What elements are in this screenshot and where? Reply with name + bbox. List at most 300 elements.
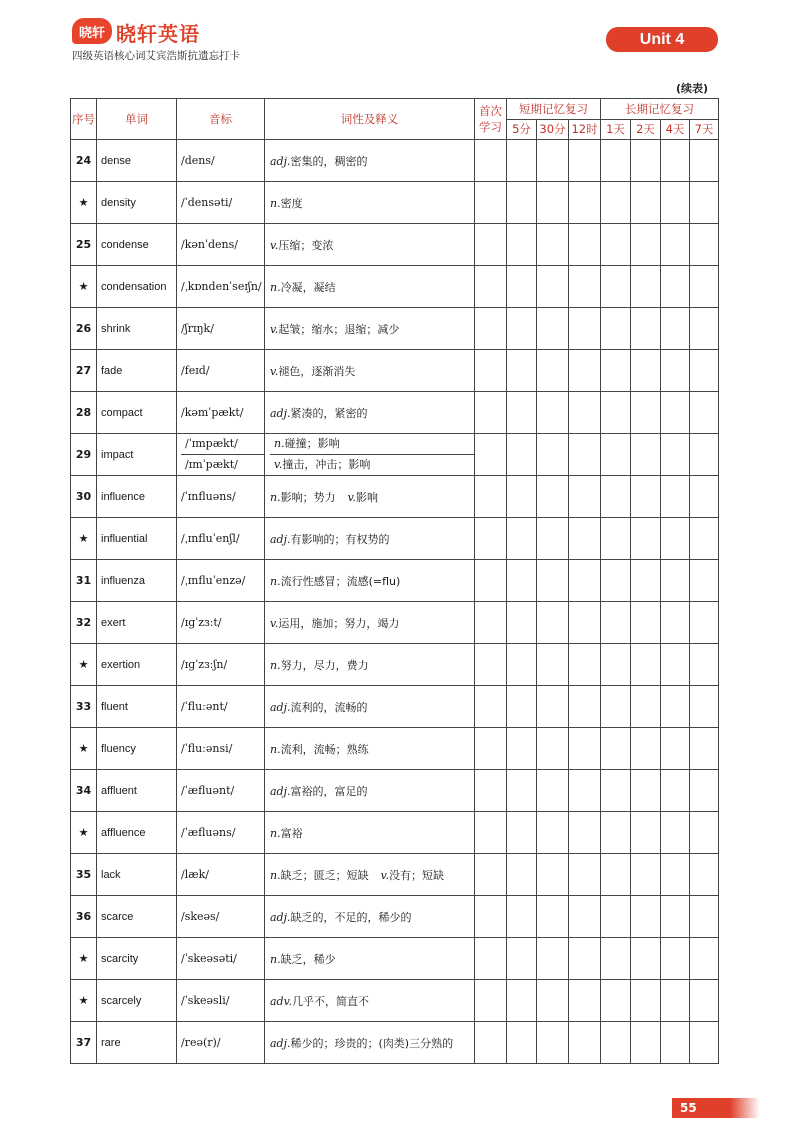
table-row [71,938,719,980]
review-checkbox-cell[interactable] [690,392,719,434]
row-index: 32 [71,602,97,644]
header-word: 单词 [97,99,177,140]
review-checkbox-cell[interactable] [537,140,569,182]
review-checkbox-cell[interactable] [601,854,631,896]
review-checkbox-cell[interactable] [661,854,690,896]
vocabulary-table [70,98,719,1064]
row-phonetic: /reə(r)/ [177,1022,265,1064]
pos-label: adj. [270,154,291,168]
row-phonetic: /ˈdensəti/ [177,182,265,224]
review-checkbox-cell[interactable] [690,476,719,518]
review-checkbox-cell[interactable] [537,308,569,350]
review-checkbox-cell[interactable] [569,266,601,308]
review-checkbox-cell[interactable] [690,770,719,812]
review-checkbox-cell[interactable] [475,644,507,686]
row-index: ★ [71,812,97,854]
row-phonetic: /ˌɪnfluˈenzə/ [177,560,265,602]
review-checkbox-cell[interactable] [661,728,690,770]
review-checkbox-cell[interactable] [601,644,631,686]
review-checkbox-cell[interactable] [507,392,537,434]
row-index: 37 [71,1022,97,1064]
review-checkbox-cell[interactable] [661,812,690,854]
row-word: fluency [97,728,177,770]
definition-text: 几乎不，简直不 [292,994,370,1008]
review-checkbox-cell[interactable] [475,812,507,854]
header-30min: 30分 [537,119,569,140]
review-checkbox-cell[interactable] [569,350,601,392]
row-definition [265,602,475,644]
review-checkbox-cell[interactable] [601,896,631,938]
definition-text: 影响 [356,490,378,504]
row-definition [265,728,475,770]
review-checkbox-cell[interactable] [631,140,661,182]
row-definition [265,518,475,560]
review-checkbox-cell[interactable] [537,938,569,980]
review-checkbox-cell[interactable] [537,770,569,812]
row-word: impact [97,434,177,476]
review-checkbox-cell[interactable] [601,140,631,182]
review-checkbox-cell[interactable] [537,392,569,434]
review-checkbox-cell[interactable] [537,350,569,392]
review-checkbox-cell[interactable] [601,308,631,350]
review-checkbox-cell[interactable] [661,224,690,266]
review-checkbox-cell[interactable] [601,602,631,644]
row-word: influenza [97,560,177,602]
review-checkbox-cell[interactable] [661,560,690,602]
review-checkbox-cell[interactable] [569,812,601,854]
review-checkbox-cell[interactable] [475,518,507,560]
review-checkbox-cell[interactable] [601,476,631,518]
review-checkbox-cell[interactable] [631,182,661,224]
review-checkbox-cell[interactable] [690,560,719,602]
review-checkbox-cell[interactable] [537,434,569,476]
review-checkbox-cell[interactable] [631,476,661,518]
review-checkbox-cell[interactable] [690,308,719,350]
row-index: 29 [71,434,97,476]
pos-label: n. [270,574,281,588]
review-checkbox-cell[interactable] [601,392,631,434]
review-checkbox-cell[interactable] [601,812,631,854]
row-phonetic: /ˈfluːənsi/ [177,728,265,770]
header-1day: 1天 [601,119,631,140]
pos-label: adj. [270,406,291,420]
definition-text: 努力，尽力，费力 [280,658,369,672]
review-checkbox-cell[interactable] [507,812,537,854]
review-checkbox-cell[interactable] [661,182,690,224]
review-checkbox-cell[interactable] [690,350,719,392]
review-checkbox-cell[interactable] [690,434,719,476]
table-row [71,434,719,476]
review-checkbox-cell[interactable] [475,770,507,812]
review-checkbox-cell[interactable] [601,224,631,266]
row-word: fluent [97,686,177,728]
row-definition [265,770,475,812]
review-checkbox-cell[interactable] [507,224,537,266]
pos-label: n. [270,826,281,840]
review-checkbox-cell[interactable] [690,140,719,182]
review-checkbox-cell[interactable] [569,392,601,434]
review-checkbox-cell[interactable] [690,728,719,770]
review-checkbox-cell[interactable] [475,476,507,518]
review-checkbox-cell[interactable] [661,686,690,728]
definition-text: 冷凝，凝结 [280,280,336,294]
review-checkbox-cell[interactable] [690,518,719,560]
review-checkbox-cell[interactable] [507,476,537,518]
table-row [71,644,719,686]
review-checkbox-cell[interactable] [690,266,719,308]
review-checkbox-cell[interactable] [507,350,537,392]
table-row [71,518,719,560]
book-subtitle: 四级英语核心词艾宾浩斯抗遗忘打卡 [72,50,240,62]
row-phonetic: /ˌɪnfluˈenʃl/ [177,518,265,560]
review-checkbox-cell[interactable] [690,182,719,224]
pos-label: v. [270,616,279,630]
row-index: ★ [71,518,97,560]
table-row [71,140,719,182]
review-checkbox-cell[interactable] [507,854,537,896]
review-checkbox-cell[interactable] [537,602,569,644]
definition-text: 流行性感冒；流感(=flu) [280,574,401,588]
row-index: 26 [71,308,97,350]
review-checkbox-cell[interactable] [690,938,719,980]
review-checkbox-cell[interactable] [507,602,537,644]
row-phonetic: /kənˈdens/ [177,224,265,266]
review-checkbox-cell[interactable] [569,644,601,686]
review-checkbox-cell[interactable] [601,518,631,560]
review-checkbox-cell[interactable] [631,980,661,1022]
pos-label: adj. [270,784,291,798]
review-checkbox-cell[interactable] [475,182,507,224]
definition-text: 紧凑的，紧密的 [290,406,368,420]
review-checkbox-cell[interactable] [537,224,569,266]
table-row [71,896,719,938]
review-checkbox-cell[interactable] [631,896,661,938]
review-checkbox-cell[interactable] [631,854,661,896]
review-checkbox-cell[interactable] [690,854,719,896]
row-index: 35 [71,854,97,896]
header-4day: 4天 [661,119,690,140]
review-checkbox-cell[interactable] [690,1022,719,1064]
row-phonetic: /ˈskeəsli/ [177,980,265,1022]
pos-label: adj. [270,1036,291,1050]
review-checkbox-cell[interactable] [537,854,569,896]
review-checkbox-cell[interactable] [601,728,631,770]
row-word: scarcity [97,938,177,980]
row-word: affluent [97,770,177,812]
review-checkbox-cell[interactable] [569,770,601,812]
phonetic-2: /ɪmˈpækt/ [185,458,238,471]
row-index: ★ [71,182,97,224]
review-checkbox-cell[interactable] [475,854,507,896]
review-checkbox-cell[interactable] [475,602,507,644]
table-row [71,308,719,350]
table-row [71,686,719,728]
review-checkbox-cell[interactable] [661,434,690,476]
row-phonetic: /skeəs/ [177,896,265,938]
review-checkbox-cell[interactable] [661,476,690,518]
pos-label: n. [274,437,285,450]
row-phonetic: /ˈæfluənt/ [177,770,265,812]
review-checkbox-cell[interactable] [475,560,507,602]
review-checkbox-cell[interactable] [569,896,601,938]
review-checkbox-cell[interactable] [661,896,690,938]
review-checkbox-cell[interactable] [601,938,631,980]
review-checkbox-cell[interactable] [569,1022,601,1064]
row-word: scarcely [97,980,177,1022]
review-checkbox-cell[interactable] [631,1022,661,1064]
definition-text: 起皱；缩水；退缩；减少 [278,322,400,336]
row-word: influence [97,476,177,518]
review-checkbox-cell[interactable] [690,686,719,728]
review-checkbox-cell[interactable] [507,434,537,476]
row-word: scarce [97,896,177,938]
review-checkbox-cell[interactable] [475,392,507,434]
review-checkbox-cell[interactable] [507,938,537,980]
review-checkbox-cell[interactable] [690,812,719,854]
unit-badge: Unit 4 [606,27,718,52]
review-checkbox-cell[interactable] [661,266,690,308]
review-checkbox-cell[interactable] [661,770,690,812]
review-checkbox-cell[interactable] [661,308,690,350]
review-checkbox-cell[interactable] [601,980,631,1022]
review-checkbox-cell[interactable] [661,1022,690,1064]
definition-text: 碰撞；影响 [284,437,340,450]
review-checkbox-cell[interactable] [475,896,507,938]
review-checkbox-cell[interactable] [661,980,690,1022]
table-row [71,854,719,896]
review-checkbox-cell[interactable] [507,980,537,1022]
review-checkbox-cell[interactable] [507,560,537,602]
row-phonetic: /ˈfluːənt/ [177,686,265,728]
continued-label: (续表) [676,82,709,95]
row-index: ★ [71,266,97,308]
review-checkbox-cell[interactable] [569,560,601,602]
review-checkbox-cell[interactable] [601,434,631,476]
review-checkbox-cell[interactable] [661,140,690,182]
review-checkbox-cell[interactable] [475,140,507,182]
review-checkbox-cell[interactable] [569,854,601,896]
row-word: affluence [97,812,177,854]
header-7day: 7天 [690,119,719,140]
review-checkbox-cell[interactable] [661,644,690,686]
row-index: ★ [71,644,97,686]
pos-label: adj. [270,532,291,546]
review-checkbox-cell[interactable] [631,938,661,980]
review-checkbox-cell[interactable] [507,182,537,224]
review-checkbox-cell[interactable] [537,560,569,602]
review-checkbox-cell[interactable] [507,770,537,812]
header-12h: 12时 [569,119,601,140]
brand-logo-icon: 晓轩 [72,18,112,44]
definition-text: 压缩；变浓 [278,238,334,252]
pos-label: n. [270,280,281,294]
row-phonetic: /dens/ [177,140,265,182]
row-phonetic: /ˌkɒndenˈseɪʃn/ [177,266,265,308]
pos-label: n. [270,742,281,756]
review-checkbox-cell[interactable] [475,224,507,266]
pos-label: v. [380,868,389,882]
pos-label: n. [270,196,281,210]
review-checkbox-cell[interactable] [569,686,601,728]
review-checkbox-cell[interactable] [631,644,661,686]
row-definition [265,854,475,896]
review-checkbox-cell[interactable] [631,434,661,476]
review-checkbox-cell[interactable] [507,518,537,560]
review-checkbox-cell[interactable] [601,266,631,308]
row-word: fade [97,350,177,392]
review-checkbox-cell[interactable] [537,980,569,1022]
row-definition [265,938,475,980]
review-checkbox-cell[interactable] [475,350,507,392]
review-checkbox-cell[interactable] [569,476,601,518]
review-checkbox-cell[interactable] [661,938,690,980]
review-checkbox-cell[interactable] [631,350,661,392]
review-checkbox-cell[interactable] [569,602,601,644]
review-checkbox-cell[interactable] [475,434,507,476]
review-checkbox-cell[interactable] [475,1022,507,1064]
review-checkbox-cell[interactable] [601,350,631,392]
table-row [71,980,719,1022]
review-checkbox-cell[interactable] [631,602,661,644]
review-checkbox-cell[interactable] [475,308,507,350]
row-index: 30 [71,476,97,518]
row-definition [265,392,475,434]
header-short-term: 短期记忆复习 [507,99,601,120]
review-checkbox-cell[interactable] [631,686,661,728]
table-row [71,224,719,266]
review-checkbox-cell[interactable] [507,140,537,182]
brand-name: 晓轩英语 [116,22,200,46]
review-checkbox-cell[interactable] [507,266,537,308]
row-phonetic: /feɪd/ [177,350,265,392]
table-row [71,812,719,854]
table-row [71,770,719,812]
page-number: 55 [672,1098,730,1118]
definition-text: 富裕的，富足的 [290,784,368,798]
row-index: 24 [71,140,97,182]
table-row [71,560,719,602]
review-checkbox-cell[interactable] [569,938,601,980]
row-word: compact [97,392,177,434]
review-checkbox-cell[interactable] [507,644,537,686]
pos-label: v. [270,364,279,378]
row-index: 36 [71,896,97,938]
header-phonetic: 音标 [177,99,265,140]
definition-text: 有影响的；有权势的 [290,532,390,546]
review-checkbox-cell[interactable] [569,224,601,266]
review-checkbox-cell[interactable] [537,476,569,518]
row-definition [265,644,475,686]
definition-text: 撞击，冲击；影响 [282,458,371,471]
review-checkbox-cell[interactable] [601,560,631,602]
review-checkbox-cell[interactable] [661,350,690,392]
review-checkbox-cell[interactable] [631,728,661,770]
review-checkbox-cell[interactable] [475,938,507,980]
pos-label: n. [270,490,281,504]
pos-label: adv. [270,994,293,1008]
review-checkbox-cell[interactable] [631,812,661,854]
row-word: condense [97,224,177,266]
review-checkbox-cell[interactable] [475,266,507,308]
review-checkbox-cell[interactable] [661,602,690,644]
review-checkbox-cell[interactable] [631,224,661,266]
definition-text: 稀少的；珍贵的；(肉类)三分熟的 [290,1036,454,1050]
row-word: density [97,182,177,224]
review-checkbox-cell[interactable] [569,434,601,476]
row-index: 28 [71,392,97,434]
header-5min: 5分 [507,119,537,140]
review-checkbox-cell[interactable] [475,728,507,770]
definition-text: 富裕 [280,826,303,840]
review-checkbox-cell[interactable] [601,770,631,812]
review-checkbox-cell[interactable] [569,308,601,350]
row-phonetic: /ɪɡˈzɜːt/ [177,602,265,644]
phonetic-1: /ˈɪmpækt/ [181,434,264,455]
review-checkbox-cell[interactable] [537,896,569,938]
review-checkbox-cell[interactable] [507,896,537,938]
table-row [71,266,719,308]
review-checkbox-cell[interactable] [661,392,690,434]
row-definition [265,350,475,392]
review-checkbox-cell[interactable] [537,266,569,308]
pos-label: v. [270,238,279,252]
review-checkbox-cell[interactable] [537,644,569,686]
row-definition [265,140,475,182]
review-checkbox-cell[interactable] [537,728,569,770]
pos-label: n. [270,658,281,672]
review-checkbox-cell[interactable] [475,686,507,728]
review-checkbox-cell[interactable] [661,518,690,560]
review-checkbox-cell[interactable] [690,896,719,938]
review-checkbox-cell[interactable] [569,182,601,224]
review-checkbox-cell[interactable] [690,980,719,1022]
row-word: exert [97,602,177,644]
definition-text: 没有；短缺 [389,868,444,882]
review-checkbox-cell[interactable] [507,686,537,728]
review-checkbox-cell[interactable] [569,728,601,770]
review-checkbox-cell[interactable] [475,980,507,1022]
review-checkbox-cell[interactable] [631,518,661,560]
review-checkbox-cell[interactable] [631,770,661,812]
review-checkbox-cell[interactable] [537,182,569,224]
review-checkbox-cell[interactable] [537,812,569,854]
definition-text: 缺乏，稀少 [280,952,336,966]
review-checkbox-cell[interactable] [631,392,661,434]
review-checkbox-cell[interactable] [537,686,569,728]
review-checkbox-cell[interactable] [690,224,719,266]
review-checkbox-cell[interactable] [690,644,719,686]
review-checkbox-cell[interactable] [569,140,601,182]
row-word: rare [97,1022,177,1064]
review-checkbox-cell[interactable] [690,602,719,644]
review-checkbox-cell[interactable] [537,1022,569,1064]
header-long-term: 长期记忆复习 [601,99,719,120]
review-checkbox-cell[interactable] [601,1022,631,1064]
review-checkbox-cell[interactable] [569,980,601,1022]
review-checkbox-cell[interactable] [601,686,631,728]
review-checkbox-cell[interactable] [507,728,537,770]
review-checkbox-cell[interactable] [631,308,661,350]
review-checkbox-cell[interactable] [537,518,569,560]
review-checkbox-cell[interactable] [631,560,661,602]
review-checkbox-cell[interactable] [569,518,601,560]
table-row [71,392,719,434]
definition-text: 流利的，流畅的 [290,700,368,714]
review-checkbox-cell[interactable] [507,308,537,350]
review-checkbox-cell[interactable] [507,1022,537,1064]
review-checkbox-cell[interactable] [631,266,661,308]
review-checkbox-cell[interactable] [601,182,631,224]
